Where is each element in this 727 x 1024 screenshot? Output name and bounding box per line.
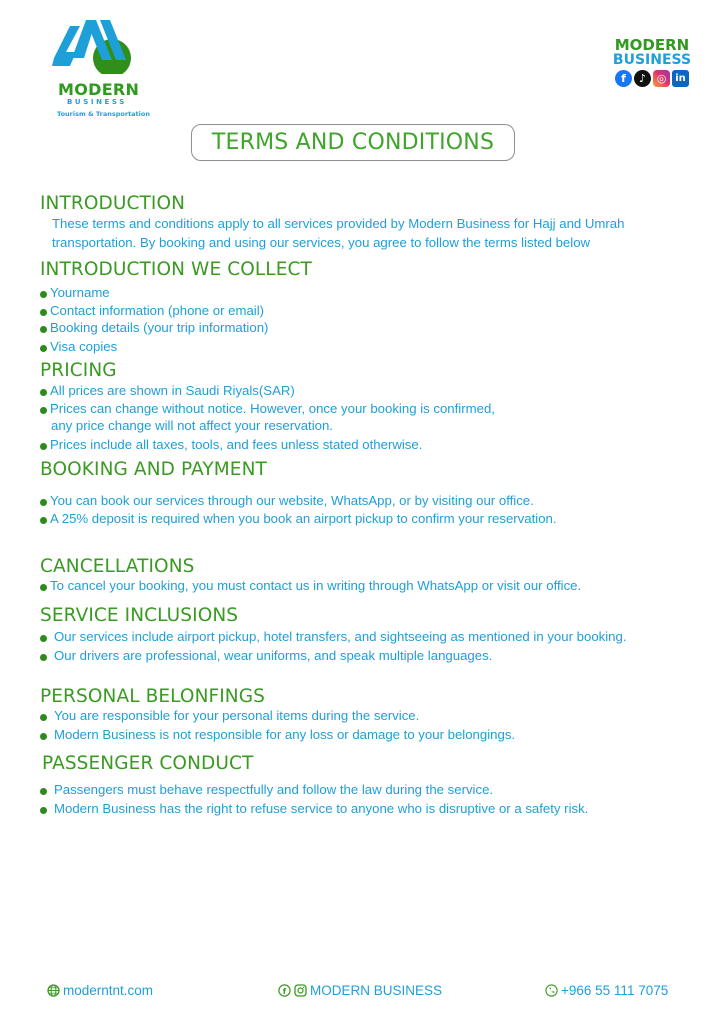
section-heading-pricing: PRICING bbox=[40, 360, 117, 381]
section-heading-introduction: INTRODUCTION bbox=[40, 193, 186, 214]
linkedin-icon[interactable]: in bbox=[672, 70, 689, 87]
logo-brand-modern: MODERN bbox=[58, 80, 140, 99]
social-handle[interactable]: MODERN BUSINESS bbox=[310, 983, 443, 998]
svg-text:f: f bbox=[282, 987, 287, 996]
list-item: Modern Business is not responsible for any loss or damage to your belongings. bbox=[40, 726, 515, 744]
bullet-icon bbox=[40, 788, 47, 795]
website-link[interactable]: moderntnt.com bbox=[63, 983, 154, 998]
footer-website[interactable] bbox=[47, 983, 153, 998]
bullet-icon bbox=[40, 635, 47, 642]
bullet-icon bbox=[40, 584, 47, 591]
intro-paragraph-line-2: transportation. By booking and using our services, you agree to follow the terms listed below bbox=[52, 235, 591, 250]
bullet-icon bbox=[40, 733, 47, 740]
company-logo bbox=[50, 14, 150, 118]
instagram-icon[interactable]: ◎ bbox=[653, 70, 670, 87]
logo-mark-icon bbox=[50, 14, 140, 74]
bullet-icon bbox=[40, 517, 47, 524]
section-heading-personal-belongings: PERSONAL BELONFINGS bbox=[40, 686, 266, 707]
logo-brand-business: BUSINESS bbox=[67, 98, 127, 106]
section-heading-we-collect: INTRODUCTION WE COLLECT bbox=[40, 259, 312, 280]
list-item: Visa copies bbox=[40, 338, 117, 356]
bullet-icon bbox=[40, 499, 47, 506]
section-heading-booking-payment: BOOKING AND PAYMENT bbox=[40, 459, 267, 480]
bullet-icon bbox=[40, 714, 47, 721]
globe-icon bbox=[47, 984, 60, 997]
bullet-icon bbox=[40, 291, 47, 298]
facebook-icon[interactable] bbox=[278, 984, 291, 997]
bullet-icon bbox=[40, 654, 47, 661]
list-item: To cancel your booking, you must contact us in writing through WhatsApp or visit our office. bbox=[40, 577, 581, 595]
bullet-icon bbox=[40, 345, 47, 352]
list-item: Yourname bbox=[40, 284, 110, 302]
list-item: Prices include all taxes, tools, and fees unless stated otherwise. bbox=[40, 436, 422, 454]
brand-badge-modern: MODERN bbox=[614, 36, 690, 54]
phone-icon bbox=[545, 984, 558, 997]
list-item: Our drivers are professional, wear uniforms, and speak multiple languages. bbox=[40, 647, 492, 665]
bullet-icon bbox=[40, 309, 47, 316]
footer-phone[interactable] bbox=[545, 983, 668, 998]
logo-tagline: Tourism & Transportation bbox=[57, 110, 150, 118]
list-item: Contact information (phone or email) bbox=[40, 302, 264, 320]
list-item: You can book our services through our website, WhatsApp, or by visiting our office. bbox=[40, 492, 534, 510]
section-heading-cancellations: CANCELLATIONS bbox=[40, 556, 195, 577]
list-item: Modern Business has the right to refuse service to anyone who is disruptive or a safety risk. bbox=[40, 800, 588, 818]
page-title: TERMS AND CONDITIONS bbox=[211, 130, 495, 155]
list-item-continuation: any price change will not affect your reservation. bbox=[51, 418, 333, 433]
bullet-icon bbox=[40, 389, 47, 396]
list-item: Passengers must behave respectfully and follow the law during the service. bbox=[40, 781, 493, 799]
bullet-icon bbox=[40, 326, 47, 333]
tiktok-icon[interactable]: ♪ bbox=[634, 70, 651, 87]
bullet-icon bbox=[40, 407, 47, 414]
phone-number[interactable]: +966 55 111 7075 bbox=[561, 983, 669, 998]
brand-badge-business: BUSINESS bbox=[612, 52, 692, 68]
section-heading-service-inclusions: SERVICE INCLUSIONS bbox=[40, 605, 239, 626]
section-heading-passenger-conduct: PASSENGER CONDUCT bbox=[42, 753, 254, 774]
page-title-box bbox=[191, 124, 515, 161]
brand-badge bbox=[606, 38, 698, 87]
list-item: Booking details (your trip information) bbox=[40, 319, 268, 337]
social-icons-row bbox=[606, 70, 698, 87]
facebook-icon[interactable]: f bbox=[615, 70, 632, 87]
list-item: Prices can change without notice. However, once your booking is confirmed, bbox=[40, 400, 495, 418]
footer-social[interactable] bbox=[278, 983, 442, 998]
instagram-icon[interactable] bbox=[294, 984, 307, 997]
bullet-icon bbox=[40, 807, 47, 814]
list-item: All prices are shown in Saudi Riyals(SAR) bbox=[40, 382, 295, 400]
list-item: You are responsible for your personal items during the service. bbox=[40, 707, 419, 725]
list-item: A 25% deposit is required when you book an airport pickup to confirm your reservation. bbox=[40, 510, 557, 528]
list-item: Our services include airport pickup, hotel transfers, and sightseeing as mentioned in your booking. bbox=[40, 628, 627, 646]
bullet-icon bbox=[40, 443, 47, 450]
intro-paragraph-line-1: These terms and conditions apply to all services provided by Modern Business for Hajj and Umrah bbox=[52, 216, 625, 231]
